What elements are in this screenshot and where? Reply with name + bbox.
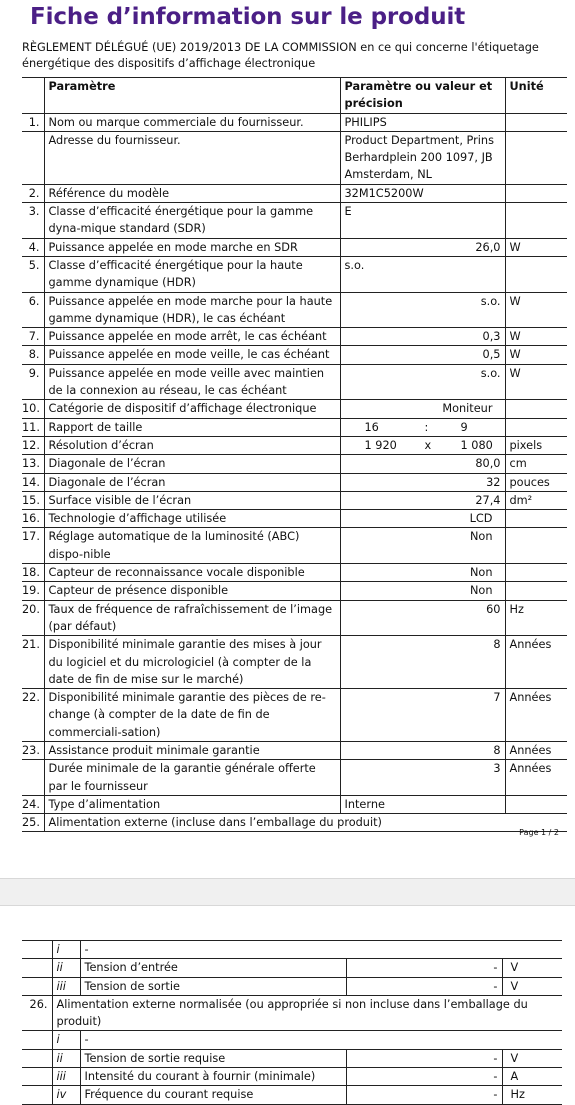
row-value: 8 [340, 741, 505, 759]
row-parameter: Nom ou marque commerciale du fournisseur. [44, 113, 340, 131]
row-value-pair [340, 436, 505, 454]
row-unit [505, 795, 567, 813]
row-unit: Années [505, 636, 567, 689]
row-parameter: Puissance appelée en mode veille, le cas échéant [44, 346, 340, 364]
row-number: 17. [22, 528, 44, 564]
table-row [22, 436, 567, 454]
row-value: s.o. [340, 256, 505, 292]
row-number: 13. [22, 455, 44, 473]
row-parameter: Tension de sortie [80, 977, 346, 995]
row-number: 26. [22, 995, 52, 1031]
header-num-cell [22, 78, 44, 114]
row-number: 1. [22, 113, 44, 131]
row-unit: Années [505, 760, 567, 796]
row-parameter: Rapport de taille [44, 418, 340, 436]
table-row [22, 977, 562, 995]
row-value: - [346, 1086, 502, 1104]
row-unit [505, 400, 567, 418]
row-number [22, 131, 44, 184]
regulation-subtitle: RÈGLEMENT DÉLÉGUÉ (UE) 2019/2013 DE LA COMMISSION en ce qui concerne l'étiquetage énergétique des dispositifs d’affichage électronique [22, 41, 539, 70]
row-number-empty [22, 977, 52, 995]
row-number: 6. [22, 292, 44, 328]
row-parameter: Référence du modèle [44, 184, 340, 202]
page-separator [0, 878, 575, 906]
row-roman-numeral: i [52, 941, 80, 959]
row-parameter: Puissance appelée en mode arrêt, le cas échéant [44, 328, 340, 346]
row-number: 5. [22, 256, 44, 292]
row-parameter: Tension d’entrée [80, 959, 346, 977]
row-value-pair [340, 418, 505, 436]
row-number: 18. [22, 564, 44, 582]
table-row [22, 256, 567, 292]
table-row [22, 238, 567, 256]
row-parameter: Disponibilité minimale garantie des pièces de re-change (à compter de la date de fin de commerciali-sation) [44, 689, 340, 742]
row-parameter: - [80, 1031, 562, 1049]
row-number-empty [22, 941, 52, 959]
table-row [22, 600, 567, 636]
table-row [22, 184, 567, 202]
header-unit: Unité [505, 78, 567, 114]
row-value: 32M1C5200W [340, 184, 505, 202]
row-unit: Années [505, 741, 567, 759]
table-row [22, 795, 567, 813]
row-unit [505, 510, 567, 528]
row-number: 11. [22, 418, 44, 436]
row-value: Non [340, 528, 505, 564]
table-row [22, 1049, 562, 1067]
row-value: PHILIPS [340, 113, 505, 131]
row-number: 9. [22, 364, 44, 400]
row-value: 80,0 [340, 455, 505, 473]
row-parameter: - [80, 941, 562, 959]
table-row [22, 528, 567, 564]
row-parameter: Disponibilité minimale garantie des mises à jour du logiciel et du micrologiciel (à compter de la date de fin de mise sur le marché) [44, 636, 340, 689]
row-number: 7. [22, 328, 44, 346]
row-value: Non [340, 564, 505, 582]
row-unit: W [505, 346, 567, 364]
row-parameter: Classe d’efficacité énergétique pour la haute gamme dynamique (HDR) [44, 256, 340, 292]
page-title: Fiche d’information sur le produit [30, 4, 466, 30]
row-value: s.o. [340, 292, 505, 328]
row-parameter: Durée minimale de la garantie générale offerte par le fournisseur [44, 760, 340, 796]
row-unit: W [505, 328, 567, 346]
row-number: 24. [22, 795, 44, 813]
row-unit [505, 203, 567, 239]
header-value: Paramètre ou valeur et précision [340, 78, 505, 114]
row-number: 10. [22, 400, 44, 418]
row-parameter: Intensité du courant à fournir (minimale) [80, 1068, 346, 1086]
row-parameter: Diagonale de l’écran [44, 455, 340, 473]
row-number: 8. [22, 346, 44, 364]
value-a: 1 920 [364, 438, 397, 452]
row-unit [505, 184, 567, 202]
row-value: 26,0 [340, 238, 505, 256]
row-value: 32 [340, 473, 505, 491]
row-value: 7 [340, 689, 505, 742]
row-number: 2. [22, 184, 44, 202]
table-row [22, 364, 567, 400]
row-parameter: Capteur de présence disponible [44, 582, 340, 600]
table-row [22, 418, 567, 436]
row-number: 12. [22, 436, 44, 454]
table-row [22, 941, 562, 959]
row-parameter: Résolution d’écran [44, 436, 340, 454]
row-unit: pixels [505, 436, 567, 454]
table-row [22, 400, 567, 418]
row-number: 25. [22, 814, 44, 832]
row-number: 22. [22, 689, 44, 742]
row-number [22, 760, 44, 796]
row-unit [505, 528, 567, 564]
row-parameter: Alimentation externe (incluse dans l’emballage du produit) [44, 814, 567, 832]
row-unit: Hz [505, 600, 567, 636]
row-unit: W [505, 238, 567, 256]
row-value: Moniteur [340, 400, 505, 418]
row-unit: A [502, 1068, 562, 1086]
row-value: 3 [340, 760, 505, 796]
row-parameter: Catégorie de dispositif d’affichage électronique [44, 400, 340, 418]
row-value: LCD [340, 510, 505, 528]
value-b: 1 080 [460, 438, 493, 452]
row-value: 8 [340, 636, 505, 689]
row-unit [505, 113, 567, 131]
table-row [22, 1068, 562, 1086]
row-number: 3. [22, 203, 44, 239]
row-unit [505, 131, 567, 184]
row-number-empty [22, 1049, 52, 1067]
table-row [22, 203, 567, 239]
row-value: - [346, 1068, 502, 1086]
row-number-empty [22, 1068, 52, 1086]
row-unit [505, 564, 567, 582]
row-number: 20. [22, 600, 44, 636]
value-a: 16 [364, 420, 379, 434]
table-row [22, 473, 567, 491]
power-supply-table [22, 940, 562, 1105]
row-parameter: Puissance appelée en mode veille avec maintien de la connexion au réseau, le cas échéant [44, 364, 340, 400]
row-unit: dm² [505, 491, 567, 509]
product-info-table [22, 77, 567, 832]
row-roman-numeral: iii [52, 1068, 80, 1086]
row-roman-numeral: iv [52, 1086, 80, 1104]
table-row [22, 113, 567, 131]
table-row [22, 689, 567, 742]
row-value: 60 [340, 600, 505, 636]
table-row [22, 491, 567, 509]
row-value: 27,4 [340, 491, 505, 509]
row-roman-numeral: ii [52, 959, 80, 977]
row-number: 16. [22, 510, 44, 528]
row-parameter: Adresse du fournisseur. [44, 131, 340, 184]
row-unit: Hz [502, 1086, 562, 1104]
row-number-empty [22, 1086, 52, 1104]
row-unit: V [502, 959, 562, 977]
table-header-row [22, 78, 567, 114]
row-value: - [346, 977, 502, 995]
row-parameter: Capteur de reconnaissance vocale disponible [44, 564, 340, 582]
row-parameter: Diagonale de l’écran [44, 473, 340, 491]
value-b: 9 [460, 420, 468, 434]
table-row [22, 760, 567, 796]
row-unit [505, 418, 567, 436]
page-footer: Page 1 / 2 [519, 828, 559, 837]
header-param: Paramètre [44, 78, 340, 114]
row-parameter: Surface visible de l’écran [44, 491, 340, 509]
table-row [22, 1086, 562, 1104]
table-row [22, 510, 567, 528]
value-separator: x [424, 438, 432, 452]
row-number: 23. [22, 741, 44, 759]
row-unit: W [505, 364, 567, 400]
row-parameter: Type d’alimentation [44, 795, 340, 813]
row-value: Interne [340, 795, 505, 813]
row-unit [505, 256, 567, 292]
table-row [22, 741, 567, 759]
row-value: 0,5 [340, 346, 505, 364]
row-unit [505, 582, 567, 600]
row-roman-numeral: iii [52, 977, 80, 995]
row-value: E [340, 203, 505, 239]
value-separator: : [424, 420, 429, 434]
row-number: 21. [22, 636, 44, 689]
table-row [22, 995, 562, 1031]
row-unit: V [502, 977, 562, 995]
row-number-empty [22, 1031, 52, 1049]
row-value: s.o. [340, 364, 505, 400]
table-row [22, 328, 567, 346]
row-unit: pouces [505, 473, 567, 491]
row-parameter: Taux de fréquence de rafraîchissement de l’image (par défaut) [44, 600, 340, 636]
table-row [22, 814, 567, 832]
row-value: - [346, 1049, 502, 1067]
row-parameter: Classe d’efficacité énergétique pour la gamme dyna-mique standard (SDR) [44, 203, 340, 239]
table-row [22, 346, 567, 364]
row-parameter: Assistance produit minimale garantie [44, 741, 340, 759]
row-value: Product Department, Prins Berhardplein 200 1097, JB Amsterdam, NL [340, 131, 505, 184]
row-value: Non [340, 582, 505, 600]
row-number: 15. [22, 491, 44, 509]
table-row [22, 582, 567, 600]
table-row [22, 292, 567, 328]
row-value: 0,3 [340, 328, 505, 346]
row-parameter: Puissance appelée en mode marche pour la haute gamme dynamique (HDR), le cas échéant [44, 292, 340, 328]
row-number-empty [22, 959, 52, 977]
row-unit: V [502, 1049, 562, 1067]
table-row [22, 564, 567, 582]
row-number: 19. [22, 582, 44, 600]
row-parameter: Réglage automatique de la luminosité (ABC) dispo-nible [44, 528, 340, 564]
row-value: - [346, 959, 502, 977]
table-row [22, 959, 562, 977]
row-unit: cm [505, 455, 567, 473]
row-parameter: Tension de sortie requise [80, 1049, 346, 1067]
row-parameter: Puissance appelée en mode marche en SDR [44, 238, 340, 256]
row-unit: W [505, 292, 567, 328]
row-roman-numeral: ii [52, 1049, 80, 1067]
table-row [22, 1031, 562, 1049]
row-unit: Années [505, 689, 567, 742]
table-row [22, 455, 567, 473]
row-parameter: Fréquence du courant requise [80, 1086, 346, 1104]
table-row [22, 131, 567, 184]
table-row [22, 636, 567, 689]
row-number: 4. [22, 238, 44, 256]
row-parameter: Alimentation externe normalisée (ou appropriée si non incluse dans l’emballage du produit) [52, 995, 562, 1031]
row-number: 14. [22, 473, 44, 491]
row-roman-numeral: i [52, 1031, 80, 1049]
row-parameter: Technologie d’affichage utilisée [44, 510, 340, 528]
